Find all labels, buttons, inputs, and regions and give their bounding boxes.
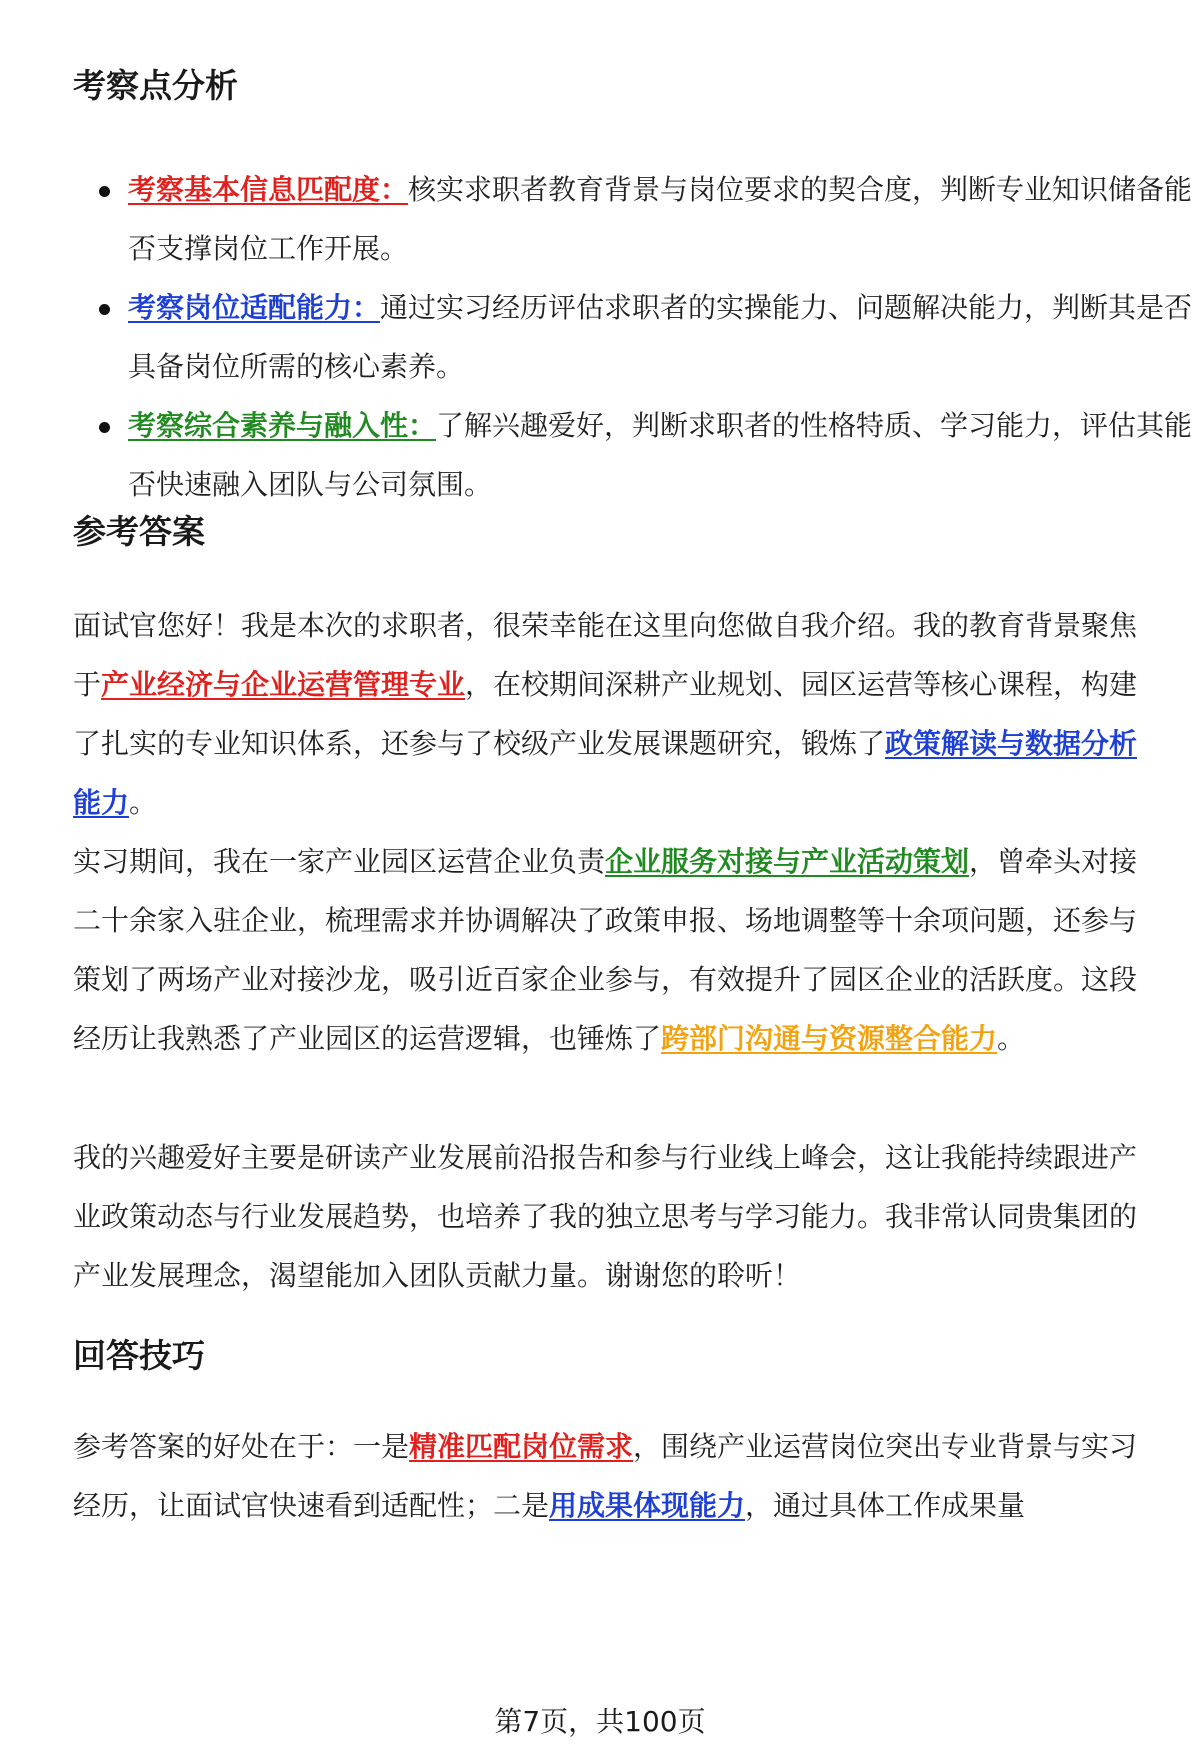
highlight-keyword: 跨部门沟通与资源整合能力 <box>661 1022 998 1055</box>
point-keyword: 考察岗位适配能力： <box>128 291 381 324</box>
section-title-answer: 参考答案 <box>73 512 205 551</box>
analysis-points-list <box>73 160 1200 514</box>
answer-paragraph-hobbies: 我的兴趣爱好主要是研读产业发展前沿报告和参与行业线上峰会，这让我能持续跟进产业政策动态与行业发展趋势，也培养了我的独立思考与学习能力。我非常认同贵集团的产业发展理念，渴望能加入团队贡献力量。谢谢您的聆听！ <box>73 1141 1138 1292</box>
list-item <box>128 396 1200 514</box>
highlight-keyword: 政策解读与数据分析能力 <box>73 727 1138 819</box>
answer-paragraph-internship: 实习期间，我在一家产业园区运营企业负责企业服务对接与产业活动策划，曾牵头对接二十余家入驻企业，梳理需求并协调解决了政策申报、场地调整等十余项问题，还参与策划了两场产业对接沙龙，吸引近百家企业参与，有效提升了园区企业的活跃度。这段经历让我熟悉了产业园区的运营逻辑，也锤炼了跨部门沟通与资源整合能力。 <box>73 845 1138 1055</box>
page-number-footer: 第7页，共100页 <box>494 1705 706 1738</box>
tips-paragraph: 参考答案的好处在于：一是精准匹配岗位需求，围绕产业运营岗位突出专业背景与实习经历，让面试官快速看到适配性；二是用成果体现能力，通过具体工作成果量 <box>73 1430 1138 1522</box>
list-item <box>128 160 1200 278</box>
point-text: 了解兴趣爱好，判断求职者的性格特质、学习能力，评估其能否快速融入团队与公司氛围。 <box>128 409 1193 501</box>
answer-paragraph-education: 面试官您好！我是本次的求职者，很荣幸能在这里向您做自我介绍。我的教育背景聚焦于产业经济与企业运营管理专业，在校期间深耕产业规划、园区运营等核心课程，构建了扎实的专业知识体系，还参与了校级产业发展课题研究，锻炼了政策解读与数据分析能力。 <box>73 609 1138 819</box>
highlight-keyword: 企业服务对接与产业活动策划 <box>605 845 970 878</box>
highlight-keyword: 产业经济与企业运营管理专业 <box>101 668 466 701</box>
point-keyword: 考察基本信息匹配度： <box>128 173 409 206</box>
list-item <box>128 278 1200 396</box>
section-title-tips: 回答技巧 <box>73 1336 205 1375</box>
point-keyword: 考察综合素养与融入性： <box>128 409 437 442</box>
highlight-keyword: 精准匹配岗位需求 <box>409 1430 634 1463</box>
point-text: 通过实习经历评估求职者的实操能力、问题解决能力，判断其是否具备岗位所需的核心素养。 <box>128 291 1193 383</box>
highlight-keyword: 用成果体现能力 <box>549 1489 746 1522</box>
point-text: 核实求职者教育背景与岗位要求的契合度，判断专业知识储备能否支撑岗位工作开展。 <box>128 173 1193 265</box>
section-title-analysis: 考察点分析 <box>73 66 238 105</box>
